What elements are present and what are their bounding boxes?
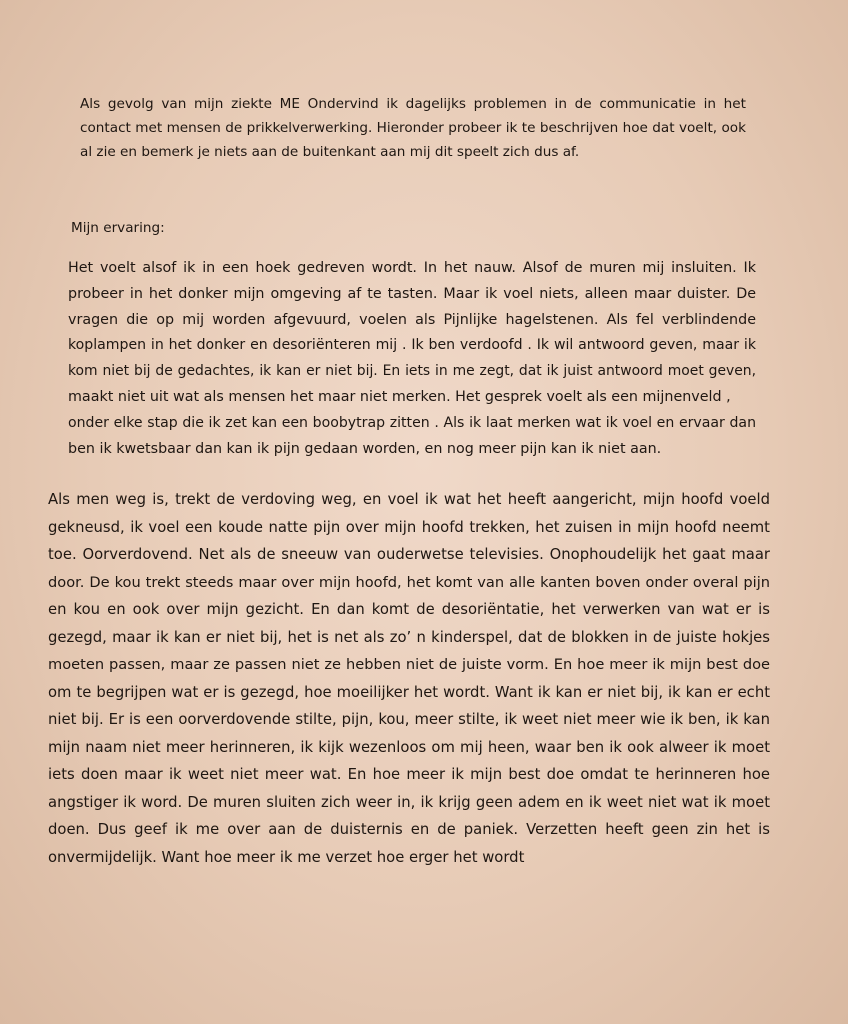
section-heading: Mijn ervaring: bbox=[71, 220, 165, 236]
intro-paragraph bbox=[80, 92, 746, 164]
paragraph-2-line: doen. Dus geef ik me over aan de duisternis en de paniek. Verzetten heeft geen zin het is bbox=[48, 821, 770, 838]
paragraph-2 bbox=[48, 486, 770, 871]
intro-line: contact met mensen de prikkelverwerking. Hieronder probeer ik te beschrijven hoe dat voelt, ook bbox=[80, 120, 746, 136]
paragraph-1-line: kom niet bij de gedachtes, ik kan er niet bij. En iets in me zegt, dat ik juist antwoord moet geven, bbox=[68, 363, 756, 380]
intro-line: al zie en bemerk je niets aan de buitenkant aan mij dit speelt zich dus af. bbox=[80, 144, 580, 160]
paragraph-2-line: iets doen maar ik weet niet meer wat. En hoe meer ik mijn best doe omdat te herinneren hoe bbox=[48, 766, 770, 783]
paragraph-1-line: maakt niet uit wat als mensen het maar niet merken. Het gesprek voelt als een mijnenveld , bbox=[68, 388, 731, 405]
intro-line: Als gevolg van mijn ziekte ME Ondervind ik dagelijks problemen in de communicatie in het bbox=[80, 96, 746, 112]
paragraph-1-line: Het voelt alsof ik in een hoek gedreven wordt. In het nauw. Alsof de muren mij insluiten. Ik bbox=[68, 260, 756, 276]
paragraph-2-line: gezegd, maar ik kan er niet bij, het is net als zo’ n kinderspel, dat de blokken in de juiste hokjes bbox=[48, 628, 770, 646]
paragraph-2-line: mijn naam niet meer herinneren, ik kijk wezenloos om mij heen, waar ben ik ook alweer ik moet bbox=[48, 738, 770, 756]
paragraph-2-line: toe. Oorverdovend. Net als de sneeuw van ouderwetse televisies. Onophoudelijk het gaat maar bbox=[48, 546, 770, 563]
paragraph-2-line: moeten passen, maar ze passen niet ze hebben niet de juiste vorm. En hoe meer ik mijn best doe bbox=[48, 656, 770, 673]
paragraph-2-line: gekneusd, ik voel een koude natte pijn over mijn hoofd trekken, het zuisen in mijn hoofd neemt bbox=[48, 518, 770, 536]
paragraph-2-line: en kou en ook over mijn gezicht. En dan komt de desoriëntatie, het verwerken van wat er is bbox=[48, 601, 770, 618]
paragraph-2-line: niet bij. Er is een oorverdovende stilte, pijn, kou, meer stilte, ik weet niet meer wie ik ben, ik kan bbox=[48, 711, 770, 728]
paragraph-2-line: onvermijdelijk. Want hoe meer ik me verzet hoe erger het wordt bbox=[48, 848, 525, 866]
paragraph-1-line: probeer in het donker mijn omgeving af te tasten. Maar ik voel niets, alleen maar duister. De bbox=[68, 285, 756, 302]
paragraph-1-line: vragen die op mij worden afgevuurd, voelen als Pijnlijke hagelstenen. Als fel verblindende bbox=[68, 311, 756, 328]
paragraph-1-line: onder elke stap die ik zet kan een boobytrap zitten . Als ik laat merken wat ik voel en ervaar dan bbox=[68, 414, 756, 431]
paragraph-2-line: om te begrijpen wat er is gezegd, hoe moeilijker het wordt. Want ik kan er niet bij, ik kan er echt bbox=[48, 683, 770, 701]
paragraph-1-line: koplampen in het donker en desoriënteren mij . Ik ben verdoofd . Ik wil antwoord geven, maar ik bbox=[68, 337, 756, 354]
paragraph-1 bbox=[68, 256, 756, 462]
paragraph-1-line: ben ik kwetsbaar dan kan ik pijn gedaan worden, en nog meer pijn kan ik niet aan. bbox=[68, 440, 662, 457]
paragraph-2-line: angstiger ik word. De muren sluiten zich weer in, ik krijg geen adem en ik weet niet wat ik moet bbox=[48, 793, 770, 811]
paragraph-2-line: Als men weg is, trekt de verdoving weg, en voel ik wat het heeft aangericht, mijn hoofd voeld bbox=[48, 491, 770, 508]
paragraph-2-line: door. De kou trekt steeds maar over mijn hoofd, het komt van alle kanten boven onder overal pijn bbox=[48, 573, 770, 591]
